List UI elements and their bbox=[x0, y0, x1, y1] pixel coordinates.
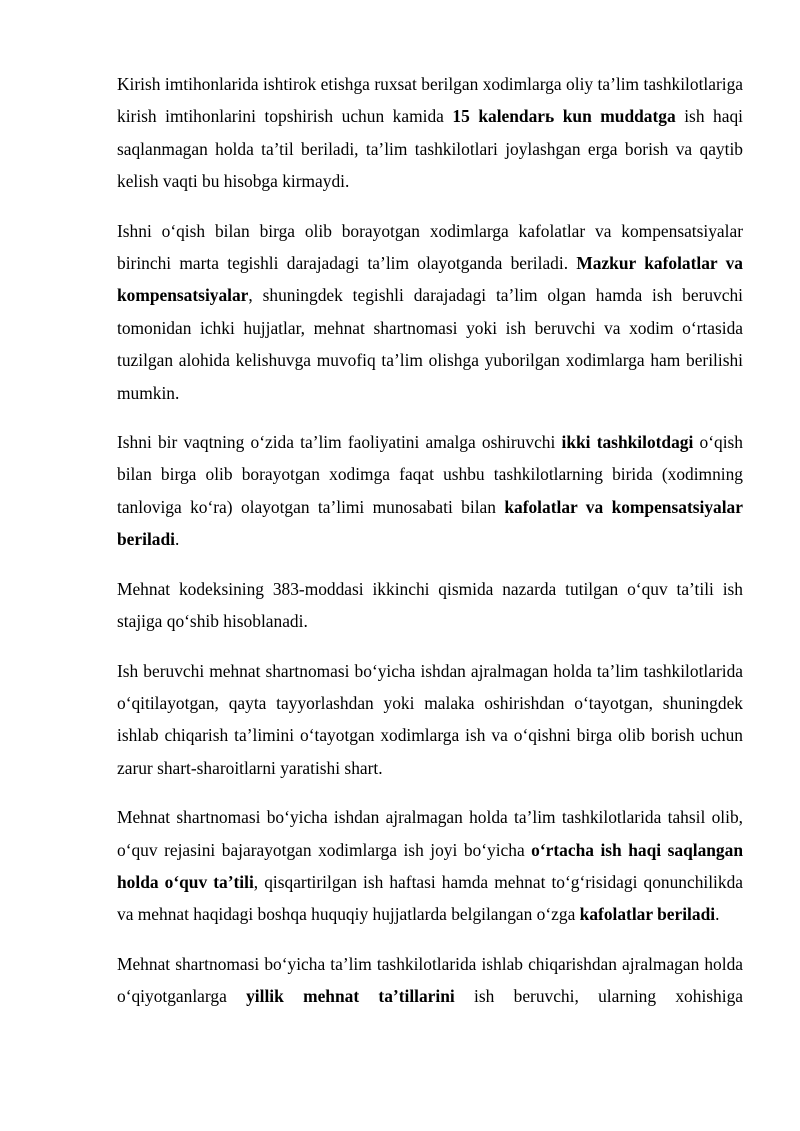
bold-text-segment: o‘rtacha ish haqi saqlangan holda o‘quv ta’tili bbox=[117, 839, 743, 892]
paragraph bbox=[117, 215, 743, 409]
text-segment: . bbox=[715, 904, 720, 925]
paragraph bbox=[117, 655, 743, 785]
bold-text-segment: ikki tashkilotdagi bbox=[561, 432, 694, 453]
paragraph bbox=[117, 426, 743, 556]
bold-text-segment: kafolatlar beriladi bbox=[579, 904, 716, 925]
paragraph bbox=[117, 801, 743, 931]
text-segment: ish beruvchi, ularning xohishiga bbox=[454, 986, 743, 1007]
text-segment: , qisqartirilgan ish haftasi hamda mehnat to‘g‘risidagi qonunchilikda va mehnat haqidagi boshqa huquqiy hujjatlarda belgilangan o‘zga bbox=[117, 871, 743, 925]
bold-text-segment: yillik mehnat ta’tillarini bbox=[246, 986, 455, 1007]
text-segment: Mehnat shartnomasi bo‘yicha ta’lim tashkilotlarida ishlab chiqarishdan ajralmagan holda o‘qiyotganlarga bbox=[117, 953, 743, 1007]
text-segment: Mehnat shartnomasi bo‘yicha ishdan ajralmagan holda ta’lim tashkilotlarida tahsil olib, o‘quv rejasini bajarayotgan xodimlarga ish joyi bo‘yicha bbox=[117, 807, 743, 860]
text-segment: ish haqi saqlanmagan holda ta’til beriladi, ta’lim tashkilotlari joylashgan erga borish va qaytib kelish vaqti bu hisobga kirmaydi. bbox=[117, 106, 743, 192]
text-segment: Ish beruvchi mehnat shartnomasi bo‘yicha ishdan ajralmagan holda ta’lim tashkilotlarida o‘qitilayotgan, qayta tayyorlashdan yoki malaka oshirishdan o‘tayotgan, shuningdek ishlab chiqarish ta’limini o‘tayotgan xodimlarga ish va o‘qishni birga olib borish uchun zarur shart-sharoitlarni yaratishi shart. bbox=[117, 660, 743, 778]
paragraph bbox=[117, 948, 743, 1013]
bold-text-segment: 15 kalendarь kun muddatga bbox=[452, 106, 676, 127]
paragraph bbox=[117, 68, 743, 198]
paragraph bbox=[117, 573, 743, 638]
bold-text-segment: kafolatlar va kompensatsiyalar beriladi bbox=[117, 496, 743, 550]
text-segment: Mehnat kodeksining 383-moddasi ikkinchi qismida nazarda tutilgan o‘quv ta’tili ish stajiga qo‘shib hisoblanadi. bbox=[117, 578, 743, 632]
text-segment: Ishni o‘qish bilan birga olib borayotgan xodimlarga kafolatlar va kompensatsiyalar birinchi marta tegishli darajadagi ta’lim olayotganda beriladi. bbox=[117, 220, 743, 274]
text-segment: Kirish imtihonlarida ishtirok etishga ruxsat berilgan xodimlarga oliy ta’lim tashkilotlariga kirish imtihonlarini topshirish uchun kamida bbox=[117, 74, 743, 127]
text-segment: . bbox=[174, 529, 180, 550]
text-segment: , shuningdek tegishli darajadagi ta’lim olgan hamda ish beruvchi tomonidan ichki hujjatlar, mehnat shartnomasi yoki ish beruvchi va xodim o‘rtasida tuzilgan alohida kelishuvga muvofiq ta’lim olishga yuborilgan xodimlarga ham berilishi mumkin. bbox=[117, 285, 743, 403]
text-segment: Ishni bir vaqtning o‘zida ta’lim faoliyatini amalga oshiruvchi bbox=[117, 432, 562, 453]
document-page bbox=[117, 68, 743, 1030]
bold-text-segment: Mazkur kafolatlar va kompensatsiyalar bbox=[117, 253, 744, 306]
text-segment: o‘qish bilan birga olib borayotgan xodimga faqat ushbu tashkilotlarning birida (xodimning tanloviga ko‘ra) olayotgan ta’limi munosabati bilan bbox=[117, 432, 744, 517]
